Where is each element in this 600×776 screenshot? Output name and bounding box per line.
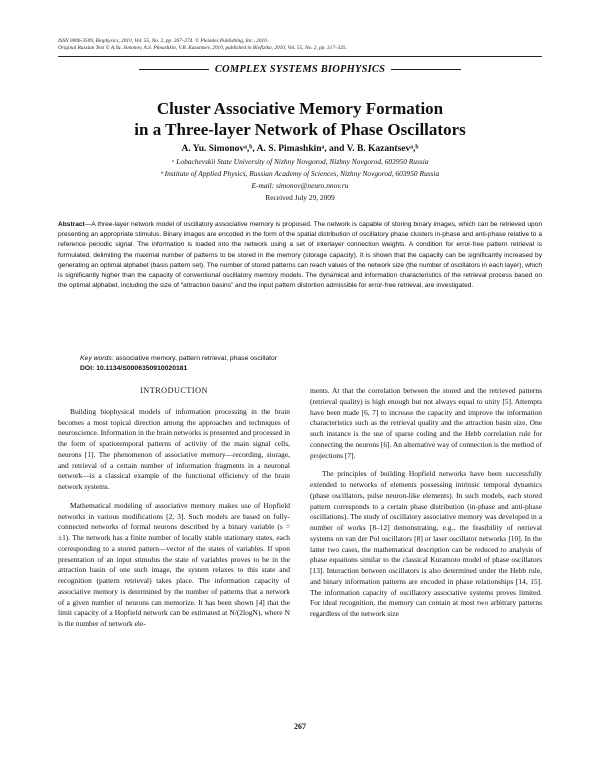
- title-line-1: Cluster Associative Memory Formation: [156, 99, 444, 118]
- right-paragraph-2: The principles of building Hopfield networks have been successfully extended to networks of elements possessing intrinsic temporal dynamics (phase oscillators, pulse neuron-like elements). In such models, each stored pattern corresponds to a certain phase distribution (in-phase and anti-phase oscillations). The study of oscillatory associative memory was developed in a number of works [8–12] demonstrating, e.g., the feasibility of retrieval systems on van der Pol oscillators [8] or laser oscillator networks [10]. In the latter two cases, the mathematical description can be reduced to analysis of phase equations similar to the classical Kuramoto model of phase oscillators [13]. Interaction between oscillators is also determined under the Hebb rule, and binary information patterns are encoded in phase relationships [14, 15]. The information capacity of oscillatory associative systems proves limited. For ideal recognition, the memory can contain at most two arbitrary patterns regardless of the network size: [310, 469, 542, 618]
- article-title: [58, 98, 542, 140]
- header-rule: [58, 56, 542, 57]
- received-date: Received July 29, 2009: [265, 193, 335, 202]
- abstract-label: Abstract: [58, 221, 85, 228]
- right-paragraph-1: ments. At that the correlation between the stored and the retrieved patterns (retrieval quality) is high enough but not always equal to unity [5]. Attempts have been made [6, 7] to increase the capacity and improve the information characteristics such as the retrieval quality and the attraction basin size. One such instance is the use of sparse coding and the Hebb correlation rule for connecting the neurons [6]. An alternative way of connection is the method of projections [7].: [310, 386, 542, 460]
- affiliation-b: ᵇ Institute of Applied Physics, Russian Academy of Sciences, Nizhny Novgorod, 603950 Russia: [160, 169, 440, 178]
- keywords: [80, 353, 277, 364]
- authors: A. Yu. Simonovᵃ,ᵇ, A. S. Pimashkinᵃ, and V. B. Kazantsevᵃ,ᵇ: [181, 144, 419, 154]
- section-heading: [58, 64, 542, 75]
- original-text-line: Original Russian Text © A.Yu. Simonov, A.S. Pimashkin, V.B. Kazantsev, 2010, published in Biofizika, 2010, Vol. 55, No. 2, pp. 317–325.: [58, 45, 347, 51]
- title-line-2: in a Three-layer Network of Phase Oscillators: [134, 120, 466, 139]
- abstract-text: —A three-layer network model of oscillatory associative memory is proposed. The network is capable of storing binary images, which can be retrieved upon presenting an appropriate stimulus. Binary images are encoded in the form of the spatial distribution of oscillatory phase clusters in-phase and anti-phase relative to a reference periodic signal. The information is loaded into the network using a set of interlayer connection weights. A condition for error-free pattern retrieval is formulated, delimiting the maximal number of patterns to be stored in the memory (storage capacity). It is shown that the capacity can be significantly increased by generating an optimal alphabet (basis pattern set). The number of stored patterns can reach values of the network size (the number of oscillators in each layer), which is significantly higher than the capacity of conventional oscillatory memory models. The dynamical and information characteristics of the retrieval process based on the optimal alphabet, including the size of “attraction basins” and the input pattern distortion admissible for error-free retrieval, are investigated.: [58, 221, 542, 290]
- affiliation-a: ᵃ Lobachevskii State University of Nizhny Novgorod, Nizhny Novgorod, 603950 Russia: [171, 157, 429, 166]
- abstract: [58, 220, 542, 291]
- journal-citation-line: ISSN 0006-3509, Biophysics, 2010, Vol. 55, No. 2, pp. 267–274. © Pleiades Publishing, Inc., 2010.: [58, 38, 269, 44]
- left-paragraph-2: Mathematical modeling of associative memory makes use of Hopfield networks in various modifications [2, 3]. Such models are based on fully-connected networks of formal neurons described by a binary variable (s = ±1). The network has a finite number of locally stable stationary states, each corresponding to a stored pattern—vector of the states of variables. If upon presentation of an input stimulus the state of variables proves to be in the attraction basin of one such image, the system relaxes to this state and recognition (pattern retrieval) takes place. The information capacity of associative memory is determined by the number of patterns that a network of a given number of neurons can memorize. It has been shown [4] that the limit capacity of a Hopfield network can be estimated at N/(2logN), where N is the number of network ele-: [58, 500, 290, 628]
- email: E-mail: simonov@neuro.nnov.ru: [251, 181, 349, 190]
- keywords-text: associative memory, pattern retrieval, phase oscillator: [113, 355, 278, 362]
- section-rule-right: [391, 69, 461, 70]
- section-rule-left: [139, 69, 209, 70]
- section-heading-text: COMPLEX SYSTEMS BIOPHYSICS: [214, 64, 386, 75]
- right-column: [310, 386, 542, 620]
- intro-heading: INTRODUCTION: [140, 386, 208, 395]
- keywords-label: Key words:: [80, 355, 114, 362]
- left-column: [58, 386, 290, 630]
- page-number: 267: [294, 722, 306, 731]
- left-paragraph-1: Building biophysical models of information processing in the brain becomes a most topical direction among the approaches and techniques of neuroscience. Information in the brain networks is presented and processed in the form of spatiotemporal patterns of activity of the main signal cells, neurons [1]. The phenomenon of associative memory—recording, storage, and retrieval of a certain number of information fragments in a neuronal network—is a classical example of the functional efficiency of the brain network systems.: [58, 406, 290, 491]
- doi: DOI: 10.1134/S0006350910020181: [80, 365, 188, 372]
